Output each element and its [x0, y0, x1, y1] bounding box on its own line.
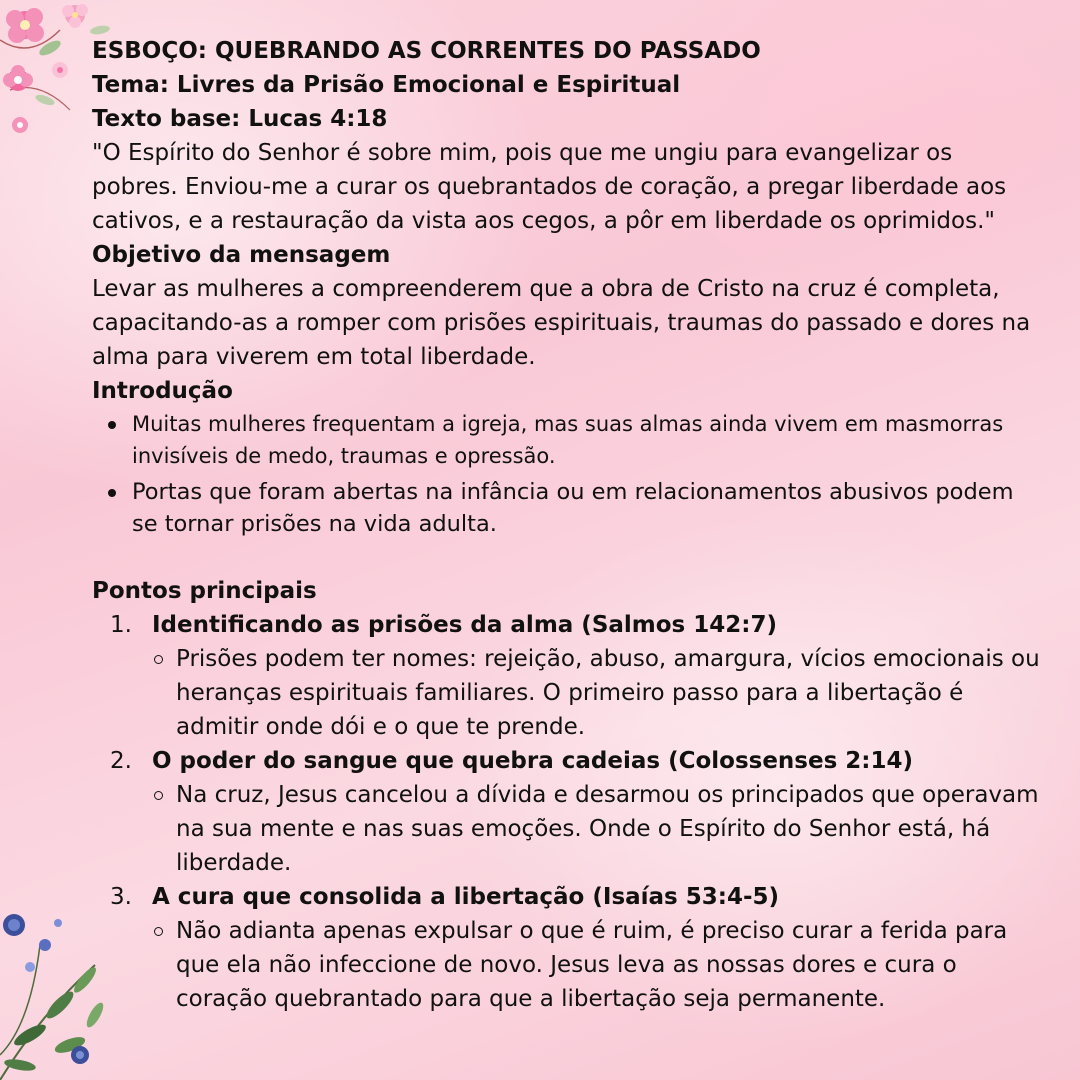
list-item: Portas que foram abertas na infância ou em relacionamentos abusivos podem se tornar prisões na vida adulta.	[132, 476, 1042, 540]
point-detail: Na cruz, Jesus cancelou a dívida e desarmou os principados que operavam na sua mente e nas suas emoções. Onde o Espírito do Senhor está, há liberdade.	[176, 778, 1042, 880]
introduction-heading: Introdução	[92, 378, 233, 404]
point-number: 3.	[110, 884, 132, 910]
point-1	[92, 608, 1042, 642]
main-points-heading: Pontos principais	[92, 578, 317, 604]
introduction-list	[92, 408, 1042, 540]
outline-title: ESBOÇO: QUEBRANDO AS CORRENTES DO PASSADO	[92, 38, 761, 64]
objective-text: Levar as mulheres a compreenderem que a obra de Cristo na cruz é completa, capacitando-as a romper com prisões espirituais, traumas do passado e dores na alma para viverem em total liberdade.	[92, 276, 1031, 370]
point-detail: Não adianta apenas expulsar o que é ruim, é preciso curar a ferida para que ela não infeccione de novo. Jesus leva as nossas dores e cura o coração quebrantado para que a libertação seja permanente.	[176, 914, 1042, 1016]
point-number: 2.	[110, 748, 132, 774]
list-item: Muitas mulheres frequentam a igreja, mas suas almas ainda vivem em masmorras invisíveis de medo, traumas e opressão.	[132, 408, 1042, 472]
point-2	[92, 744, 1042, 778]
point-3	[92, 880, 1042, 914]
verse-text: "O Espírito do Senhor é sobre mim, pois que me ungiu para evangelizar os pobres. Enviou-me a curar os quebrantados de coração, a pregar liberdade aos cativos, e a restauração da vista aos cegos, a pôr em liberdade os oprimidos."	[92, 140, 1007, 234]
theme-line: Tema: Livres da Prisão Emocional e Espiritual	[92, 72, 681, 98]
point-detail: Prisões podem ter nomes: rejeição, abuso, amargura, vícios emocionais ou heranças espirituais familiares. O primeiro passo para a libertação é admitir onde dói e o que te prende.	[176, 642, 1042, 744]
sermon-outline	[92, 34, 1042, 1016]
point-number: 1.	[110, 612, 132, 638]
point-title: Identificando as prisões da alma (Salmos 142:7)	[152, 612, 777, 638]
point-title: A cura que consolida a libertação (Isaías 53:4-5)	[152, 884, 780, 910]
point-title: O poder do sangue que quebra cadeias (Colossenses 2:14)	[152, 748, 914, 774]
objective-heading: Objetivo da mensagem	[92, 242, 391, 268]
base-text-line: Texto base: Lucas 4:18	[92, 106, 388, 132]
